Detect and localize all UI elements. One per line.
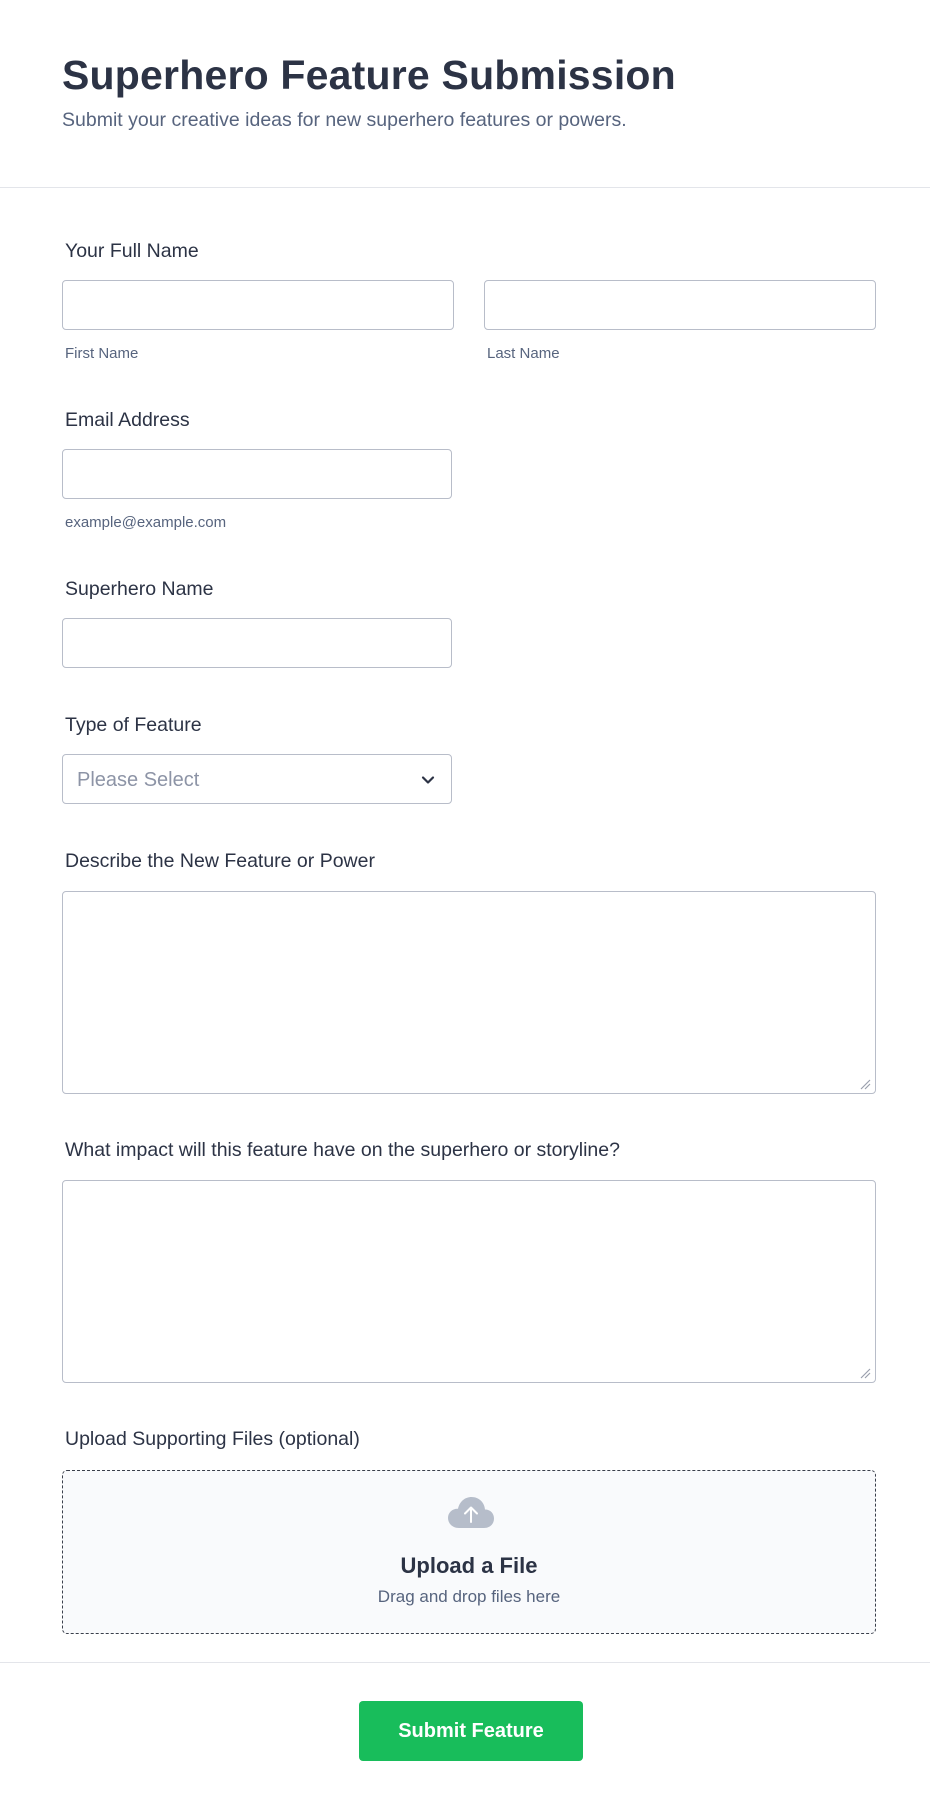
email-sublabel: example@example.com (65, 514, 227, 531)
email-label: Email Address (65, 409, 190, 431)
superhero-name-label: Superhero Name (65, 578, 214, 600)
impact-textarea[interactable] (62, 1180, 876, 1383)
feature-type-label: Type of Feature (65, 714, 202, 736)
upload-title: Upload a File (400, 1553, 538, 1578)
impact-label: What impact will this feature have on the superhero or storyline? (65, 1139, 620, 1161)
feature-type-selected-value: Please Select (77, 769, 200, 791)
page-subtitle: Submit your creative ideas for new superhero features or powers. (62, 109, 627, 131)
page-title: Superhero Feature Submission (62, 52, 676, 98)
first-name-sublabel: First Name (65, 345, 139, 362)
full-name-label: Your Full Name (65, 240, 199, 262)
chevron-down-icon (418, 770, 438, 790)
last-name-sublabel: Last Name (487, 345, 560, 362)
email-field[interactable] (62, 449, 452, 499)
submit-feature-button[interactable]: Submit Feature (359, 1701, 583, 1761)
upload-label: Upload Supporting Files (optional) (65, 1428, 360, 1450)
superhero-name-input[interactable] (62, 618, 452, 668)
upload-hint: Drag and drop files here (377, 1587, 561, 1606)
description-label: Describe the New Feature or Power (65, 850, 375, 872)
footer-divider (0, 1662, 930, 1663)
description-textarea[interactable] (62, 891, 876, 1094)
form-header (0, 0, 930, 188)
feature-type-select[interactable] (62, 754, 452, 804)
resize-grip-icon[interactable] (859, 1078, 871, 1090)
first-name-input[interactable] (62, 280, 454, 330)
last-name-input[interactable] (484, 280, 876, 330)
resize-grip-icon[interactable] (859, 1367, 871, 1379)
file-upload-dropzone[interactable] (62, 1470, 876, 1634)
cloud-upload-icon (447, 1495, 495, 1531)
